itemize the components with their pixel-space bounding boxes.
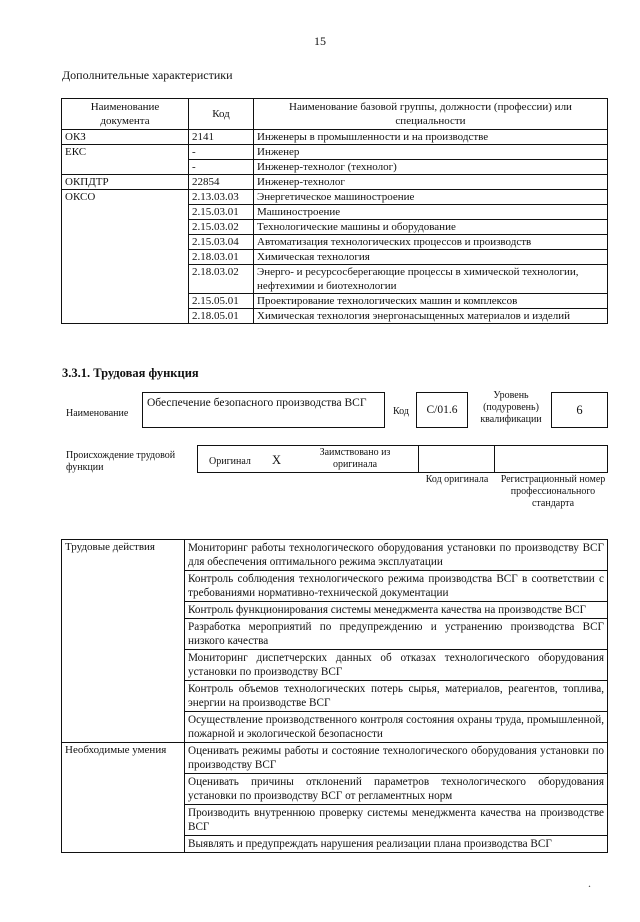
name-cell: Проектирование технологических машин и комплексов	[254, 294, 608, 309]
origin-label: Происхождение трудовой функции	[66, 450, 176, 473]
table-row	[62, 571, 608, 602]
item-cell: Разработка мероприятий по предупреждению и устранению производства ВСГ низкого качества	[185, 619, 608, 650]
table-row	[62, 619, 608, 650]
category-cell	[62, 712, 185, 743]
code-cell: -	[189, 160, 254, 175]
code-cell: 2141	[189, 130, 254, 145]
original-label: Оригинал	[209, 456, 251, 467]
activities-table	[61, 539, 608, 853]
original-mark: X	[272, 453, 282, 467]
category-cell	[62, 650, 185, 681]
category-cell: Необходимые умения	[62, 743, 185, 774]
page-number: 15	[314, 34, 326, 48]
name-cell: Химическая технология	[254, 250, 608, 265]
name-cell: Автоматизация технологических процессов и производств	[254, 235, 608, 250]
table-row	[62, 743, 608, 774]
item-cell: Контроль функционирования системы менеджмента качества на производстве ВСГ	[185, 602, 608, 619]
header-cell: Код	[189, 99, 254, 130]
category-cell	[62, 602, 185, 619]
table-row	[62, 774, 608, 805]
table-row	[62, 190, 608, 205]
corner-mark: .	[588, 876, 591, 890]
code-cell: 2.15.03.04	[189, 235, 254, 250]
borrowed-label: Заимствовано из оригинала	[319, 447, 391, 470]
category-cell	[62, 836, 185, 853]
table-row	[62, 175, 608, 190]
code-original-label: Код оригинала	[425, 474, 489, 485]
section-title: Дополнительные характеристики	[62, 68, 233, 82]
header-cell: Наименование документа	[62, 99, 189, 130]
level-box	[551, 392, 608, 428]
code-cell: 2.15.05.01	[189, 294, 254, 309]
origin-divider	[494, 445, 495, 473]
item-cell: Мониторинг диспетчерских данных об отказах технологического оборудования установки по производству ВСГ	[185, 650, 608, 681]
doc-cell: ЕКС	[62, 145, 189, 175]
category-cell: Трудовые действия	[62, 540, 185, 571]
header-cell: Наименование базовой группы, должности (профессии) или специальности	[254, 99, 608, 130]
table-row	[62, 145, 608, 160]
category-cell	[62, 805, 185, 836]
code-cell: 2.15.03.02	[189, 220, 254, 235]
item-cell: Контроль объемов технологических потерь сырья, материалов, реагентов, топлива, энергии на производстве ВСГ	[185, 681, 608, 712]
level-value: 6	[576, 403, 583, 417]
code-cell: 2.18.03.01	[189, 250, 254, 265]
table-row	[62, 805, 608, 836]
category-cell	[62, 619, 185, 650]
code-cell: 2.15.03.01	[189, 205, 254, 220]
code-value: C/01.6	[426, 404, 458, 416]
item-cell: Выявлять и предупреждать нарушения реализации плана производства ВСГ	[185, 836, 608, 853]
name-cell: Инженер	[254, 145, 608, 160]
category-cell	[62, 681, 185, 712]
code-cell: 2.13.03.03	[189, 190, 254, 205]
item-cell: Осуществление производственного контроля состояния охраны труда, промышленной, пожарной и экологической безопасности	[185, 712, 608, 743]
table-row	[62, 681, 608, 712]
function-name-value: Обеспечение безопасного производства ВСГ	[147, 397, 367, 409]
doc-cell: ОКПДТР	[62, 175, 189, 190]
code-box	[416, 392, 468, 428]
name-cell: Инженер-технолог (технолог)	[254, 160, 608, 175]
table-row	[62, 540, 608, 571]
name-cell: Энерго- и ресурсосберегающие процессы в химической технологии, нефтехимии и биотехнологии	[254, 265, 608, 294]
characteristics-table	[61, 98, 608, 324]
name-label: Наименование	[66, 408, 129, 419]
table-row	[62, 836, 608, 853]
code-cell: 2.18.03.02	[189, 265, 254, 294]
name-cell: Инженеры в промышленности и на производстве	[254, 130, 608, 145]
name-cell: Химическая технология энергонасыщенных материалов и изделий	[254, 309, 608, 324]
table-row	[62, 712, 608, 743]
origin-divider	[418, 445, 419, 473]
category-cell	[62, 774, 185, 805]
code-label: Код	[393, 406, 409, 417]
doc-cell: ОКЗ	[62, 130, 189, 145]
name-cell: Инженер-технолог	[254, 175, 608, 190]
table-header-row	[62, 99, 608, 130]
table-row	[62, 650, 608, 681]
name-cell: Энергетическое машиностроение	[254, 190, 608, 205]
function-heading: 3.3.1. Трудовая функция	[62, 366, 199, 380]
name-cell: Технологические машины и оборудование	[254, 220, 608, 235]
code-cell: 2.18.05.01	[189, 309, 254, 324]
item-cell: Производить внутреннюю проверку системы менеджмента качества на производстве ВСГ	[185, 805, 608, 836]
category-cell	[62, 571, 185, 602]
item-cell: Оценивать причины отклонений параметров технологического оборудования установки по производству ВСГ от регламентных норм	[185, 774, 608, 805]
level-label: Уровень (подуровень) квалификации	[480, 390, 542, 425]
table-row	[62, 602, 608, 619]
item-cell: Оценивать режимы работы и состояние технологического оборудования установки по производству ВСГ	[185, 743, 608, 774]
doc-cell: ОКСО	[62, 190, 189, 324]
table-row	[62, 130, 608, 145]
code-cell: -	[189, 145, 254, 160]
name-cell: Машиностроение	[254, 205, 608, 220]
function-name-box	[142, 392, 385, 428]
item-cell: Контроль соблюдения технологического режима производства ВСГ в соответствии с требованиями нормативно-технической документации	[185, 571, 608, 602]
reg-number-label: Регистрационный номер профессионального стандарта	[500, 474, 606, 509]
item-cell: Мониторинг работы технологического оборудования установки по производству ВСГ для обеспечения оптимального режима эксплуатации	[185, 540, 608, 571]
code-cell: 22854	[189, 175, 254, 190]
